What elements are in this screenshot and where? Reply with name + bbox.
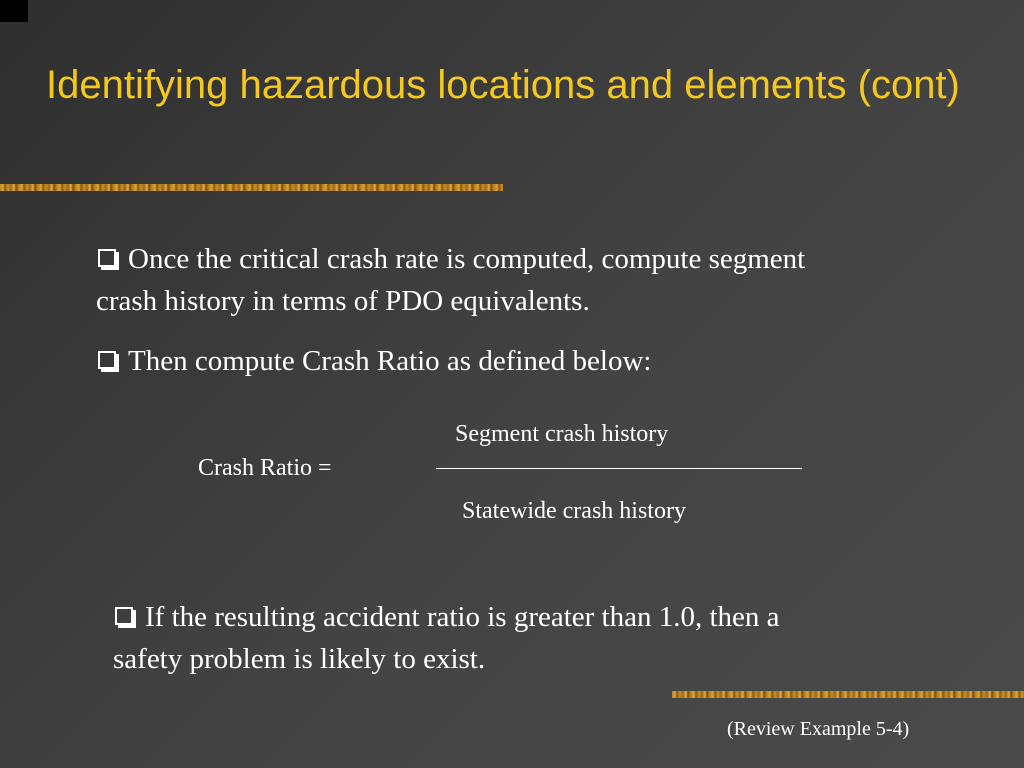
bullet-item	[113, 596, 833, 680]
bullet-text: Once the critical crash rate is computed, compute segment crash history in terms of PDO equivalents.	[96, 243, 806, 317]
checkbox-square-icon	[115, 607, 133, 625]
checkbox-square-icon	[98, 351, 116, 369]
fraction-bar	[436, 468, 802, 469]
footnote: (Review Example 5-4)	[727, 718, 910, 740]
bullet-item	[96, 340, 836, 382]
formula-lhs: Crash Ratio =	[198, 455, 332, 481]
bullet-item	[96, 238, 836, 322]
bullet-text: If the resulting accident ratio is greater than 1.0, then a safety problem is likely to exist.	[113, 601, 780, 675]
corner-mark	[0, 0, 28, 22]
footer-accent-bar	[672, 691, 1024, 698]
formula-denominator: Statewide crash history	[462, 498, 686, 524]
checkbox-square-icon	[98, 249, 116, 267]
slide-title: Identifying hazardous locations and elements (cont)	[46, 63, 960, 107]
bullet-text: Then compute Crash Ratio as defined below:	[128, 345, 652, 377]
formula-numerator: Segment crash history	[455, 421, 669, 447]
title-underline-bar	[0, 184, 503, 191]
